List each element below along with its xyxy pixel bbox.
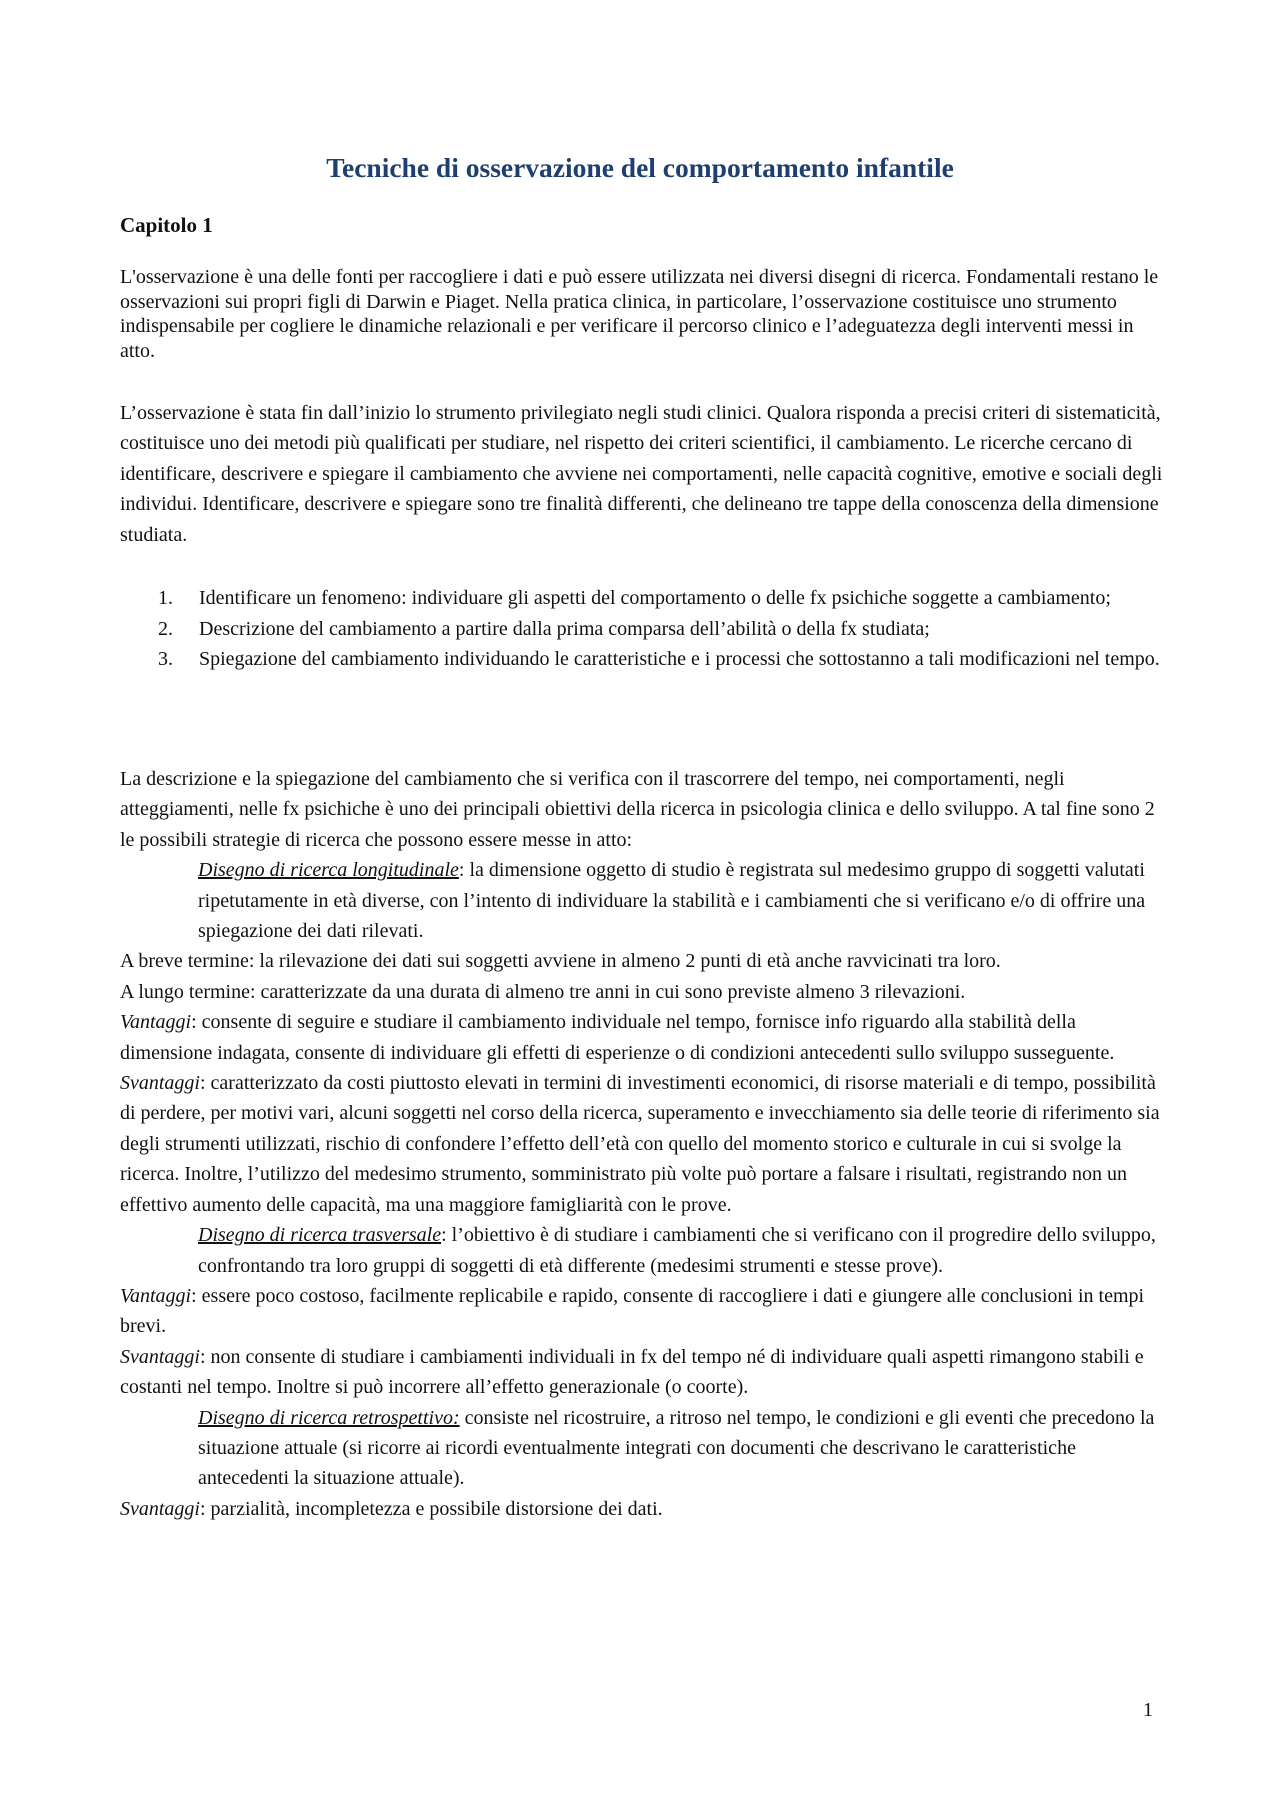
transversal-text: : l’obiettivo è di studiare i cambiamenti che si verificano con il progredire dello sviluppo, confrontando tra loro gruppi di soggetti di età differente (medesimi strumenti e stesse prove). — [198, 1224, 1156, 1277]
transversal-disadvantages — [120, 1342, 1170, 1403]
transversal-term: Disegno di ricerca trasversale — [198, 1224, 442, 1247]
list-item — [120, 582, 1170, 614]
longitudinal-advantages — [120, 1007, 1170, 1068]
long-term-line: A lungo termine: caratterizzate da una durata di almeno tre anni in cui sono previste almeno 3 rilevazioni. — [120, 980, 966, 1003]
list-item-text: Spiegazione del cambiamento individuando le caratteristiche e i processi che sottostanno a tali modificazioni nel tempo. — [199, 648, 1160, 671]
retrospective-disadvantages — [120, 1494, 1170, 1524]
disadvantages-text: : parzialità, incompletezza e possibile distorsione dei dati. — [200, 1497, 663, 1520]
list-item-number: 2. — [158, 618, 173, 640]
list-item-number: 1. — [158, 587, 173, 609]
advantages-label: Vantaggi — [120, 1284, 192, 1307]
disadvantages-text: : caratterizzato da costi piuttosto elevati in termini di investimenti economici, di risorse materiali e di tempo, possibilità di perdere, per motivi vari, alcuni soggetti nel corso della ricerca, superamento e invecchiamento sia delle teorie di riferimento sia degli strumenti utilizzati, rischio di confondere l’effetto dell’età con quello del momento storico e culturale in cui si svolge la ricerca. Inoltre, l’utilizzo del medesimo strumento, somministrato più volte può portare a falsare i risultati, registrando non un effettivo aumento delle capacità, ma una maggiore famigliarità con le prove. — [120, 1072, 1160, 1216]
advantages-text: : essere poco costoso, facilmente replicabile e rapido, consente di raccogliere i dati e giungere alle conclusioni in tempi brevi. — [120, 1284, 1145, 1338]
retrospective-text: consiste nel ricostruire, a ritroso nel tempo, le condizioni e gli eventi che precedono la situazione attuale (si ricorre ai ricordi eventualmente integrati con documenti che descrivano le caratteristiche antecedenti la situazione attuale). — [198, 1406, 1155, 1490]
longitudinal-text: : la dimensione oggetto di studio è registrata sul medesimo gruppo di soggetti valutati ripetutamente in età diverse, con l’intento di individuare la stabilità e i cambiamenti che si verificano e/o di offrire una spiegazione dei dati rilevati. — [198, 859, 1146, 943]
goals-list — [120, 582, 1170, 675]
disadvantages-label: Svantaggi — [120, 1345, 200, 1368]
list-item-number: 3. — [158, 648, 173, 671]
observation-paragraph: L’osservazione è stata fin dall’inizio lo strumento privilegiato negli studi clinici. Qualora risponda a precisi criteri di sistematicità, costituisce uno dei metodi più qualificati per studiare, nel rispetto dei criteri scientifici, il cambiamento. Le ricerche cercano di identificare, descrivere e spiegare il cambiamento che avviene nei comportamenti, nelle capacità cognitive, emotive e sociali degli individui. Identificare, descrivere e spiegare sono tre finalità differenti, che delineano tre tappe della conoscenza della dimensione studiata. — [120, 402, 1163, 546]
list-item-text: Identificare un fenomeno: individuare gli aspetti del comportamento o delle fx psichiche soggette a cambiamento; — [199, 587, 1111, 609]
description-paragraph: La descrizione e la spiegazione del cambiamento che si verifica con il trascorrere del tempo, nei comportamenti, negli atteggiamenti, nelle fx psichiche è uno dei principali obiettivi della ricerca in psicologia clinica e dello sviluppo. A tal fine sono 2 le possibili strategie di ricerca che possono essere messe in atto: — [120, 768, 1155, 851]
transversal-paragraph — [120, 1220, 1170, 1281]
advantages-text: : consente di seguire e studiare il cambiamento individuale nel tempo, fornisce info riguardo alla stabilità della dimensione indagata, consente di individuare gli effetti di esperienze o di condizioni antecedenti sullo sviluppo susseguente. — [120, 1011, 1115, 1064]
longitudinal-disadvantages — [120, 1068, 1170, 1220]
list-item-text: Descrizione del cambiamento a partire dalla prima comparsa dell’abilità o della fx studiata; — [199, 618, 930, 640]
disadvantages-label: Svantaggi — [120, 1497, 200, 1520]
research-designs-section — [120, 764, 1170, 1524]
retrospective-term: Disegno di ricerca retrospettivo: — [198, 1406, 460, 1429]
disadvantages-text: : non consente di studiare i cambiamenti individuali in fx del tempo né di individuare quali aspetti rimangono stabili e costanti nel tempo. Inoltre si può incorrere all’effetto generazionale (o coorte). — [120, 1345, 1144, 1399]
intro-paragraph: L'osservazione è una delle fonti per raccogliere i dati e può essere utilizzata nei diversi disegni di ricerca. Fondamentali restano le osservazioni sui propri figli di Darwin e Piaget. Nella pratica clinica, in particolare, l’osservazione costituisce uno strumento indispensabile per cogliere le dinamiche relazionali e per verificare il percorso clinico e l’adeguatezza degli interventi messi in atto. — [120, 266, 1159, 362]
longitudinal-term: Disegno di ricerca longitudinale — [198, 859, 459, 882]
longitudinal-paragraph — [120, 855, 1170, 946]
document-title: Tecniche di osservazione del comportamento infantile — [326, 152, 954, 183]
list-item — [120, 614, 1170, 644]
disadvantages-label: Svantaggi — [120, 1072, 200, 1095]
page-number: 1 — [1143, 1699, 1153, 1721]
advantages-label: Vantaggi — [120, 1011, 192, 1034]
list-item — [120, 644, 1170, 674]
retrospective-paragraph — [120, 1403, 1170, 1494]
short-term-line: A breve termine: la rilevazione dei dati sui soggetti avviene in almeno 2 punti di età anche ravvicinati tra loro. — [120, 950, 1001, 973]
chapter-heading: Capitolo 1 — [120, 213, 213, 237]
transversal-advantages — [120, 1281, 1170, 1342]
